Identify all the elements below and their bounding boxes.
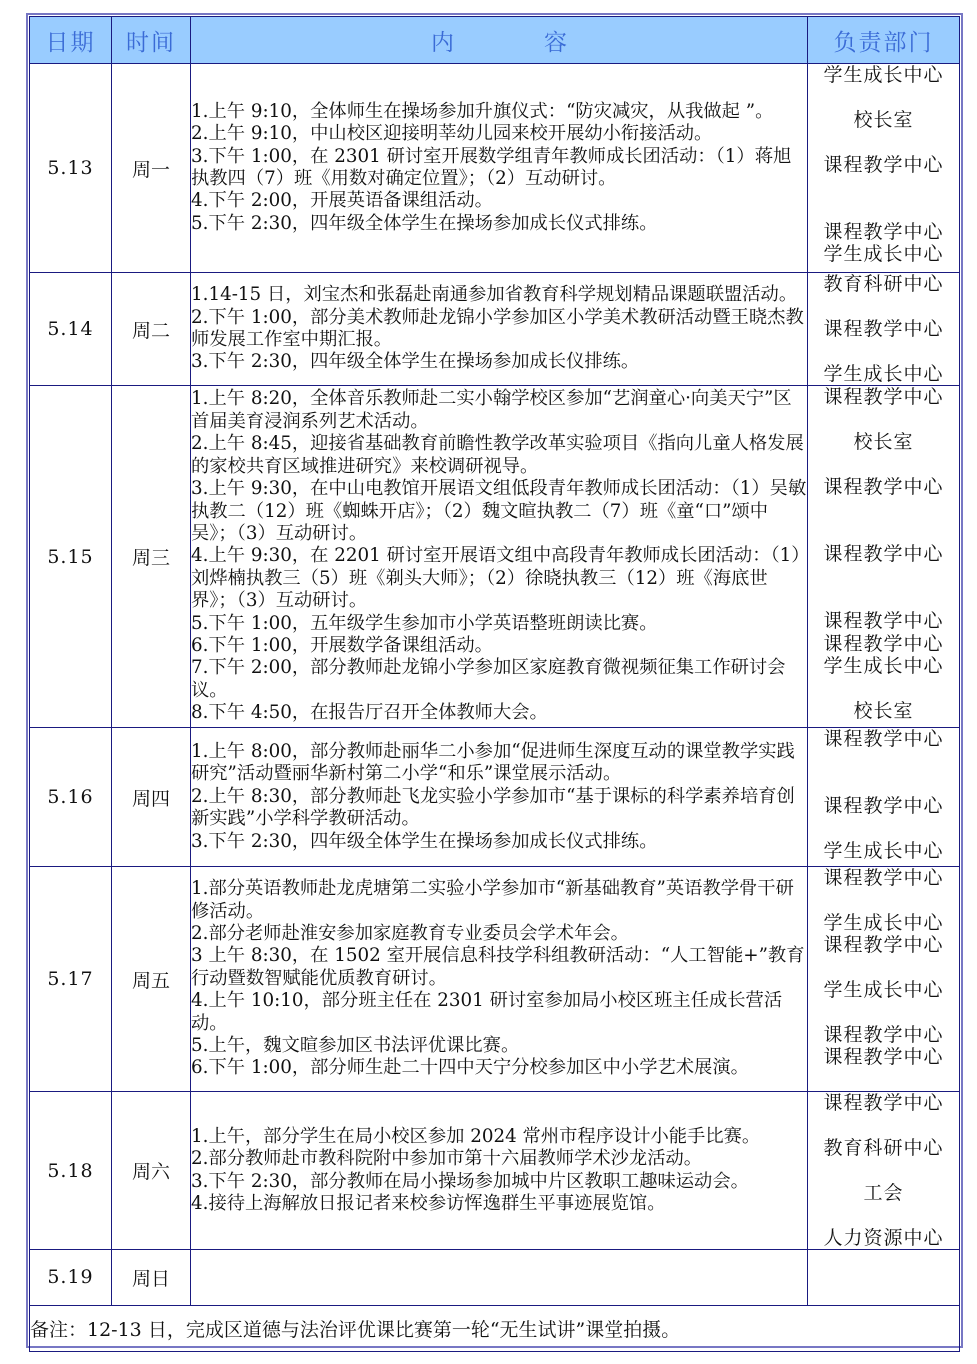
dept-label — [808, 86, 959, 108]
dept-label: 教育科研中心 — [823, 1136, 944, 1159]
content-cell — [191, 64, 808, 273]
dept-label: 校长室 — [853, 108, 914, 131]
content-cell — [191, 728, 808, 867]
schedule-frame — [26, 13, 963, 1348]
table-row — [30, 1249, 960, 1305]
dept-label: 课程教学中心 — [823, 153, 944, 176]
activity-item: 1.上午 8:00，部分教师赴丽华二小参加“促进师生深度互动的课堂教学实践研究”活动暨丽华新村第二小学“和乐”课堂展示活动。 — [191, 741, 795, 785]
dept-label: 课程教学中心 — [823, 934, 944, 957]
dept-label — [808, 453, 959, 475]
dept-label: 学生成长中心 — [823, 64, 944, 86]
dept-cell — [808, 867, 960, 1092]
dept-label — [808, 1159, 959, 1181]
dept-label: 教育科研中心 — [823, 273, 944, 295]
dept-label: 课程教学中心 — [823, 317, 944, 340]
dept-label: 学生成长中心 — [823, 654, 944, 677]
content-cell — [191, 1092, 808, 1250]
activity-item: 5.上午，魏文暄参加区书法评优课比赛。 — [191, 1035, 520, 1057]
day-cell: 周二 — [112, 273, 191, 386]
header-dept: 负责部门 — [808, 17, 960, 64]
dept-label: 学生成长中心 — [823, 840, 944, 863]
day-cell: 周五 — [112, 867, 191, 1092]
activity-item: 2.下午 1:00，部分美术教师赴龙锦小学参加区小学美术教研活动暨王晓杰教师发展工作室中期汇报。 — [191, 306, 804, 351]
content-cell — [191, 867, 808, 1092]
dept-label — [808, 198, 959, 220]
date-cell: 5.18 — [30, 1092, 112, 1250]
header-content-b: 容 — [544, 29, 567, 56]
activity-item: 1.部分英语教师赴龙虎塘第二实验小学参加市“新基础教育”英语教学骨干研修活动。 — [191, 878, 794, 922]
table-row — [30, 273, 960, 386]
activity-item: 3.上午 9:30，在中山电教馆开展语文组低段青年教师成长团活动：（1）吴敏执教二（12）班《蜘蛛开店》；（2）魏文暄执教二（7）班《童“口”颂中吴》；（3）互动研讨。 — [191, 478, 807, 544]
activity-item: 4.上午 9:30，在 2201 研讨室开展语文组中高段青年教师成长团活动：（1）刘烨楠执教三（5）班《剃头大师》；（2）徐晓执教三（12）班《海底世界》；（3）互动研讨。 — [191, 545, 801, 612]
activity-item: 2.上午 8:30，部分教师赴飞龙实验小学参加市“基于课标的科学素养培育创新实践”小学科学教研活动。 — [191, 785, 795, 830]
dept-label: 学生成长中心 — [823, 362, 944, 385]
content-cell — [191, 273, 808, 386]
content-cell — [191, 386, 808, 728]
dept-label — [808, 677, 959, 699]
activity-item: 3.下午 1:00，在 2301 研讨室开展数学组青年教师成长团活动：（1）蒋旭执教四（7）班《用数对确定位置》；（2）互动研讨。 — [191, 145, 792, 189]
header-content-a: 内 — [431, 29, 454, 56]
activity-item: 3.下午 2:30，部分教师在局小操场参加城中片区教职工趣味运动会。 — [191, 1170, 749, 1192]
table-row — [30, 64, 960, 273]
dept-label — [808, 1069, 959, 1091]
dept-label: 人力资源中心 — [823, 1226, 944, 1249]
dept-label: 校长室 — [853, 699, 914, 722]
dept-label: 课程教学中心 — [823, 475, 944, 498]
activity-item: 6.下午 1:00，部分师生赴二十四中天宁分校参加区中小学艺术展演。 — [191, 1057, 749, 1079]
dept-label — [808, 1115, 959, 1137]
dept-label — [808, 498, 959, 520]
activity-item: 1.14-15 日，刘宝杰和张磊赴南通参加省教育科学规划精品课题联盟活动。 — [191, 284, 798, 306]
dept-cell — [808, 64, 960, 273]
table-row — [30, 1092, 960, 1250]
table-row — [30, 386, 960, 728]
dept-label: 学生成长中心 — [823, 979, 944, 1002]
activity-item: 3.下午 2:30，四年级全体学生在操场参加成长仪式排练。 — [191, 830, 658, 852]
dept-label: 工会 — [863, 1181, 904, 1204]
dept-label: 课程教学中心 — [823, 1023, 944, 1046]
activity-item: 2.上午 9:10，中山校区迎接明莘幼儿园来校开展幼小衔接活动。 — [191, 123, 713, 145]
table-row — [30, 867, 960, 1092]
day-cell: 周六 — [112, 1092, 191, 1250]
dept-label — [808, 1204, 959, 1226]
content-cell — [191, 1249, 808, 1305]
activity-item: 1.上午，部分学生在局小校区参加 2024 常州市程序设计小能手比赛。 — [191, 1125, 761, 1147]
dept-label — [808, 889, 959, 911]
dept-label — [808, 957, 959, 979]
activity-item: 4.接待上海解放日报记者来校参访恽逸群生平事迹展览馆。 — [191, 1192, 666, 1214]
date-cell: 5.13 — [30, 64, 112, 273]
dept-label: 课程教学中心 — [823, 728, 944, 751]
activity-item: 7.下午 2:00，部分教师赴龙锦小学参加区家庭教育微视频征集工作研讨会议。 — [191, 657, 786, 701]
dept-label: 课程教学中心 — [823, 542, 944, 565]
dept-label — [808, 176, 959, 198]
activity-item: 4.上午 10:10，部分班主任在 2301 研讨室参加局小校区班主任成长营活动。 — [191, 990, 783, 1034]
dept-label — [808, 408, 959, 430]
dept-label: 课程教学中心 — [823, 632, 944, 655]
note-row — [30, 1305, 960, 1351]
day-cell: 周日 — [112, 1249, 191, 1305]
dept-label — [808, 750, 959, 772]
activity-item: 8.下午 4:50，在报告厅召开全体教师大会。 — [191, 702, 548, 724]
dept-cell — [808, 728, 960, 867]
dept-label — [808, 588, 959, 610]
activity-item: 3.下午 2:30，四年级全体学生在操场参加成长仪排练。 — [191, 351, 640, 373]
table-header-row — [30, 17, 960, 64]
date-cell: 5.16 — [30, 728, 112, 867]
dept-label: 课程教学中心 — [823, 1046, 944, 1069]
activity-item: 3 上午 8:30，在 1502 室开展信息科技学科组教研活动：“人工智能+”教育行动暨数智赋能优质教育研讨。 — [191, 945, 805, 989]
activity-item: 5.下午 2:30，四年级全体学生在操场参加成长仪式排练。 — [191, 212, 658, 234]
day-cell: 周三 — [112, 386, 191, 728]
dept-cell — [808, 1092, 960, 1250]
day-cell: 周一 — [112, 64, 191, 273]
activity-item: 4.下午 2:00，开展英语备课组活动。 — [191, 190, 493, 212]
dept-label: 学生成长中心 — [823, 911, 944, 934]
activity-item: 2.部分教师赴市教科院附中参加市第十六届教师学术沙龙活动。 — [191, 1148, 703, 1170]
activity-item: 6.下午 1:00，开展数学备课组活动。 — [191, 634, 493, 656]
dept-label: 课程教学中心 — [823, 867, 944, 890]
dept-label — [808, 1001, 959, 1023]
dept-label: 课程教学中心 — [823, 220, 944, 243]
dept-label: 课程教学中心 — [823, 1092, 944, 1115]
dept-cell — [808, 273, 960, 386]
activity-item: 1.上午 8:20，全体音乐教师赴二实小翰学校区参加“艺润童心·向美天宁”区首届美育浸润系列艺术活动。 — [191, 388, 792, 432]
day-cell: 周四 — [112, 728, 191, 867]
dept-label — [808, 295, 959, 317]
dept-label — [808, 773, 959, 795]
dept-label — [808, 340, 959, 362]
date-cell: 5.14 — [30, 273, 112, 386]
dept-label: 学生成长中心 — [823, 243, 944, 266]
activity-item: 2.上午 8:45，迎接省基础教育前瞻性教学改革实验项目《指向儿童人格发展的家校共育区域推进研究》来校调研视导。 — [191, 433, 804, 477]
date-cell: 5.17 — [30, 867, 112, 1092]
dept-label: 课程教学中心 — [823, 386, 944, 409]
header-content — [191, 17, 808, 64]
dept-label — [808, 131, 959, 153]
dept-label: 课程教学中心 — [823, 610, 944, 633]
activity-item: 2.部分老师赴淮安参加家庭教育专业委员会学术年会。 — [191, 923, 629, 945]
dept-label — [808, 520, 959, 542]
dept-label: 课程教学中心 — [823, 795, 944, 818]
dept-label — [808, 818, 959, 840]
table-row — [30, 728, 960, 867]
activity-item: 1.上午 9:10，全体师生在操场参加升旗仪式：“防灾减灾，从我做起 ”。 — [191, 100, 774, 122]
dept-cell — [808, 386, 960, 728]
dept-label — [808, 565, 959, 587]
header-day: 时间 — [112, 17, 191, 64]
header-date: 日期 — [30, 17, 112, 64]
note-text: 备注：12-13 日，完成区道德与法治评优课比赛第一轮“无生试讲”课堂拍摄。 — [30, 1305, 960, 1351]
weekly-schedule-table — [29, 16, 960, 1352]
date-cell: 5.15 — [30, 386, 112, 728]
date-cell: 5.19 — [30, 1249, 112, 1305]
activity-item: 5.下午 1:00，五年级学生参加市小学英语整班朗读比赛。 — [191, 612, 658, 634]
dept-cell — [808, 1249, 960, 1305]
dept-label: 校长室 — [853, 430, 914, 453]
